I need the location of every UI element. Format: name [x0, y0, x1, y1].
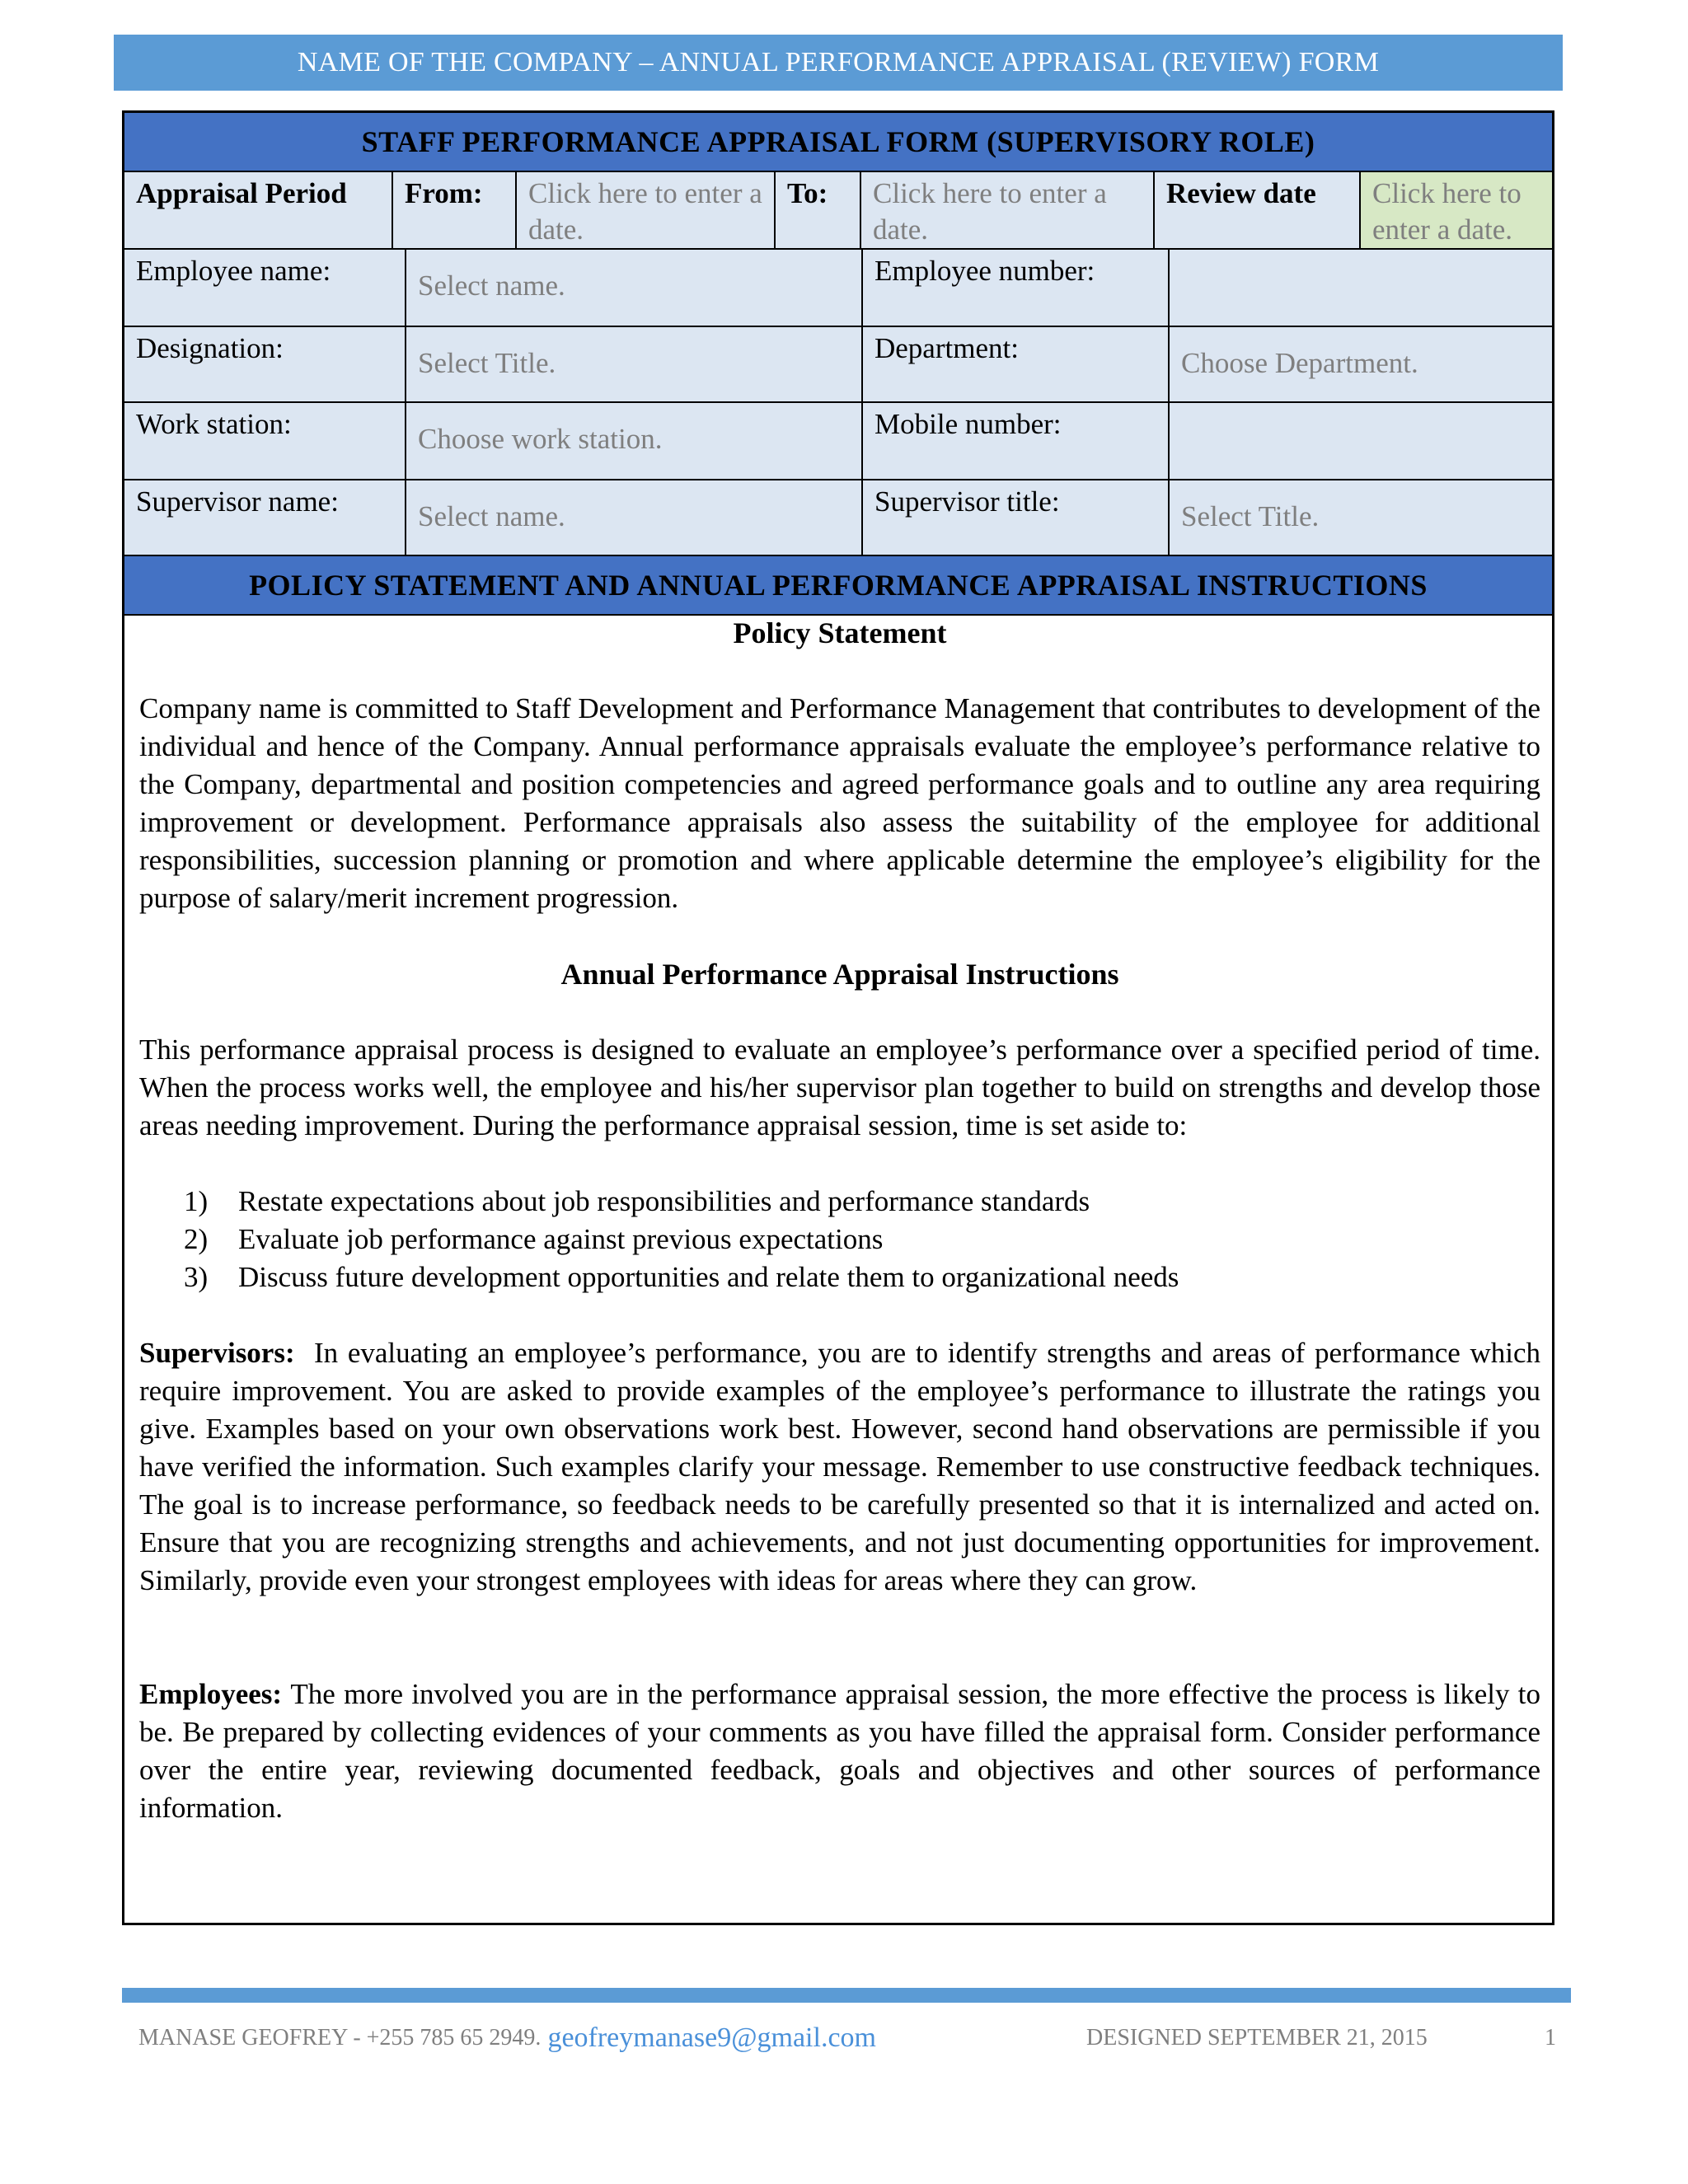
- supervisor-title-label: Supervisor title:: [863, 480, 1170, 556]
- supervisors-label: Supervisors:: [139, 1337, 295, 1369]
- from-label: From:: [393, 172, 517, 250]
- work-station-label: Work station:: [124, 403, 406, 480]
- form-title: STAFF PERFORMANCE APPRAISAL FORM (SUPERVISORY ROLE): [124, 113, 1552, 172]
- policy-body: [139, 614, 1540, 1827]
- supervisor-title-field[interactable]: Select Title.: [1170, 480, 1552, 556]
- list-item-text: Evaluate job performance against previous expectations: [238, 1223, 884, 1255]
- instructions-text: This performance appraisal process is designed to evaluate an employee’s performance over a specified period of time. When the process works well, the employee and his/her supervisor plan together to build on strengths and develop those areas needing improvement. During the performance appraisal session, time is set aside to:: [139, 1033, 1540, 1141]
- supervisors-text: In evaluating an employee’s performance, you are to identify strengths and areas of performance which require improvement. You are asked to provide examples of the employee’s performance to illustrate the ratings you give. Examples based on your own observations work best. However, second hand observations are permissible if you have verified the information. Such examples clarify your message. Remember to use constructive feedback techniques. The goal is to increase performance, so feedback needs to be carefully presented so that it is internalized and acted on. Ensure that you are recognizing strengths and achievements, and not just documenting opportunities for improvement. Similarly, provide even your strongest employees with ideas for areas where they can grow.: [139, 1337, 1540, 1596]
- list-item-number: 3): [184, 1261, 209, 1293]
- list-item: [139, 1183, 1540, 1221]
- page-footer: [138, 2018, 1556, 2059]
- employee-name-label: Employee name:: [124, 250, 406, 327]
- department-label: Department:: [863, 327, 1170, 403]
- mobile-number-field[interactable]: [1170, 403, 1552, 480]
- designation-label: Designation:: [124, 327, 406, 403]
- to-date-field[interactable]: Click here to enter a date.: [861, 172, 1155, 250]
- review-date-label: Review date: [1155, 172, 1361, 250]
- page-number: 1: [1545, 2025, 1556, 2050]
- employees-label: Employees:: [139, 1678, 283, 1710]
- list-item-number: 2): [184, 1223, 209, 1255]
- employee-name-field[interactable]: Select name.: [406, 250, 863, 327]
- employee-number-label: Employee number:: [863, 250, 1170, 327]
- policy-statement-text: Company name is committed to Staff Development and Performance Management that contributes to development of the individual and hence of the Company. Annual performance appraisals evaluate the employee’s performance relative to the Company, departmental and position competencies and agreed performance goals and to outline any area requiring improvement or development. Performance appraisals also assess the suitability of the employee for additional responsibilities, succession planning or promotion and where applicable determine the employee’s eligibility for the purpose of salary/merit increment progression.: [139, 692, 1540, 914]
- mobile-number-label: Mobile number:: [863, 403, 1170, 480]
- employees-text: The more involved you are in the performance appraisal session, the more effective the process is likely to be. Be prepared by collecting evidences of your comments as you have filled the appraisal form. Consider performance over the entire year, reviewing documented feedback, goals and objectives and other sources of performance information.: [139, 1678, 1541, 1824]
- list-item-text: Discuss future development opportunities and relate them to organizational needs: [238, 1261, 1179, 1293]
- work-station-field[interactable]: Choose work station.: [406, 403, 863, 480]
- footer-email-link[interactable]: geofreymanase9@gmail.com: [547, 2022, 876, 2053]
- page-banner: NAME OF THE COMPANY – ANNUAL PERFORMANCE APPRAISAL (REVIEW) FORM: [114, 35, 1563, 91]
- policy-statement-title: Policy Statement: [733, 616, 947, 649]
- list-item: [139, 1221, 1540, 1258]
- supervisors-paragraph: [139, 1334, 1540, 1600]
- list-item-text: Restate expectations about job responsibilities and performance standards: [238, 1185, 1090, 1217]
- list-item-number: 1): [184, 1185, 209, 1217]
- instructions-list: [139, 1183, 1540, 1296]
- appraisal-period-label: Appraisal Period: [124, 172, 393, 250]
- designation-field[interactable]: Select Title.: [406, 327, 863, 403]
- footer-bar: [122, 1988, 1571, 2003]
- supervisor-name-label: Supervisor name:: [124, 480, 406, 556]
- supervisor-name-field[interactable]: Select name.: [406, 480, 863, 556]
- from-date-field[interactable]: Click here to enter a date.: [517, 172, 776, 250]
- appraisal-form: [122, 110, 1554, 1925]
- policy-section-header: POLICY STATEMENT AND ANNUAL PERFORMANCE APPRAISAL INSTRUCTIONS: [124, 556, 1552, 616]
- instructions-title: Annual Performance Appraisal Instructions: [560, 958, 1119, 991]
- employee-number-field[interactable]: [1170, 250, 1552, 327]
- list-item: [139, 1258, 1540, 1296]
- footer-author: MANASE GEOFREY - +255 785 65 2949.: [138, 2025, 542, 2050]
- footer-designed-date: DESIGNED SEPTEMBER 21, 2015: [1086, 2025, 1428, 2050]
- to-label: To:: [776, 172, 861, 250]
- review-date-field[interactable]: Click here to enter a date.: [1361, 172, 1552, 250]
- department-field[interactable]: Choose Department.: [1170, 327, 1552, 403]
- employees-paragraph: [139, 1675, 1540, 1827]
